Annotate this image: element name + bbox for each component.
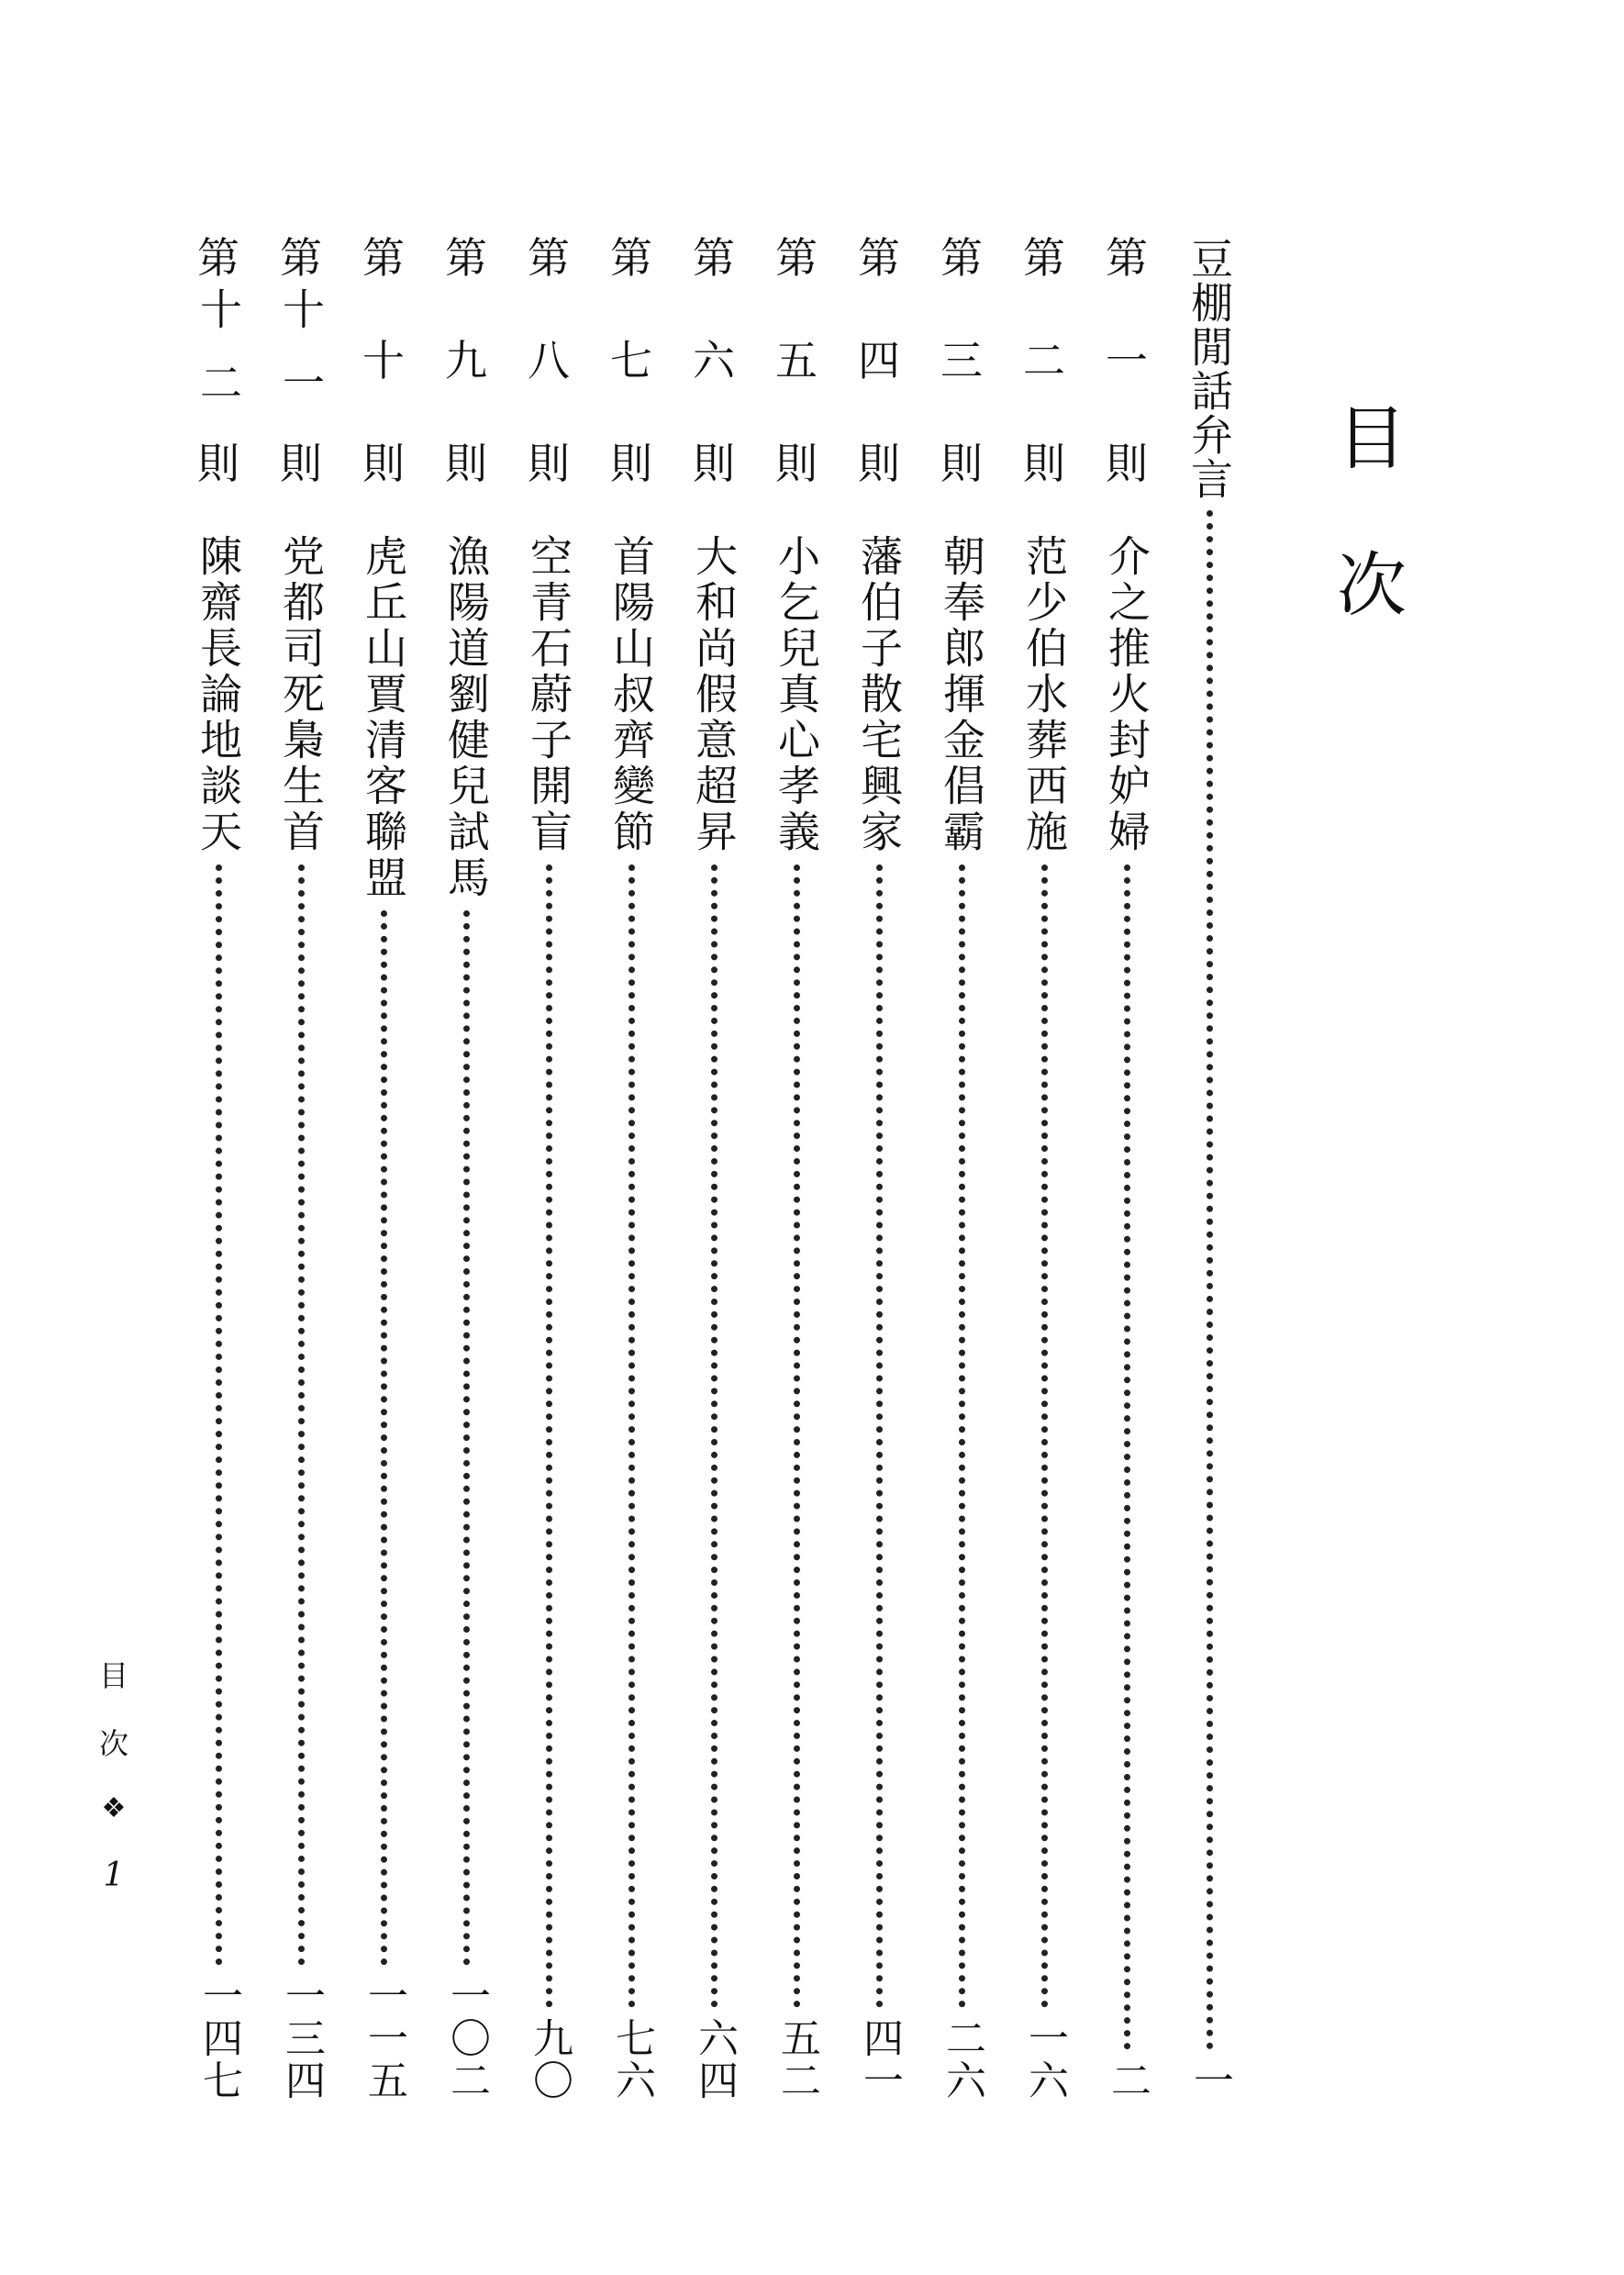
toc-entry-chapter-3[interactable] [932, 233, 991, 2102]
chapter-number-suffix: 則 [280, 439, 322, 488]
chapter-number-value: 九 [445, 336, 487, 385]
toc-entry-chapter-6[interactable] [684, 233, 743, 2102]
dot-leader [463, 910, 470, 1966]
chapter-number-suffix: 則 [940, 439, 983, 488]
dot-leader [711, 864, 717, 2008]
chapter-number-prefix: 第 [445, 233, 487, 283]
chapter-number-prefix: 第 [362, 233, 405, 283]
toc-entry-preface[interactable] [1180, 237, 1239, 2102]
toc-entry-title: 范少伯水葬西施 [1019, 534, 1069, 855]
toc-entry-chapter-12[interactable] [189, 233, 248, 2102]
dot-leader [1124, 864, 1130, 2050]
chapter-number-prefix: 第 [197, 233, 239, 283]
dot-leader [1041, 864, 1048, 2008]
chapter-number-prefix: 第 [775, 233, 818, 283]
ornament-icon: ❖ [101, 1792, 127, 1824]
page-number: 1 [103, 1857, 125, 1894]
dot-leader [1207, 510, 1213, 2050]
dot-leader [216, 864, 222, 1966]
chapter-number-suffix: 則 [1023, 439, 1065, 488]
toc-entry-title: 虎丘山賈清客聯盟 [359, 534, 408, 901]
toc-entry-chapter-11[interactable] [272, 233, 330, 2102]
dot-leader [298, 864, 305, 1966]
chapter-number-suffix: 則 [362, 439, 405, 488]
chapter-number-suffix: 則 [1106, 439, 1148, 488]
toc-entry-chapter-8[interactable] [519, 233, 578, 2102]
dot-leader [381, 910, 387, 1966]
running-footer [88, 1658, 139, 1894]
toc-entry-page: 二六 [939, 2017, 985, 2102]
toc-entry-page: 一四七 [195, 1975, 242, 2102]
chapter-number-prefix: 第 [528, 233, 570, 283]
dot-leader [876, 864, 883, 2008]
toc-entry-title: 首陽山叔齊變節 [606, 534, 656, 855]
chapter-number-prefix: 第 [858, 233, 900, 283]
chapter-number-suffix: 則 [197, 439, 239, 488]
toc-entry-chapter-5[interactable] [767, 233, 826, 2102]
toc-entry-chapter-1[interactable] [1097, 233, 1156, 2102]
chapter-number-prefix: 第 [1023, 233, 1065, 283]
toc-entry-page: 四一 [856, 2017, 903, 2102]
chapter-number [610, 233, 652, 488]
toc-entry-title: 介之推火封妒婦 [1102, 534, 1151, 855]
chapter-number-suffix: 則 [528, 439, 570, 488]
chapter-number [1106, 233, 1148, 488]
toc-entry-title: 空青石蔚子開盲 [524, 534, 573, 855]
toc-entry-page: 五二 [773, 2017, 820, 2102]
toc-entry-page: 一一五 [361, 1975, 407, 2102]
toc-entry-title: 大和尚假意超昇 [689, 534, 739, 855]
chapter-number-value: 十二 [194, 287, 243, 434]
chapter-number-suffix: 則 [693, 439, 735, 488]
page-title-char-1: 目 [1337, 397, 1407, 479]
chapter-number-value: 五 [775, 336, 818, 385]
page-title-char-2: 次 [1337, 544, 1407, 626]
toc-entry-chapter-2[interactable] [1015, 233, 1073, 2102]
chapter-number-suffix: 則 [610, 439, 652, 488]
toc-entry-page: 一 [1186, 2059, 1233, 2102]
toc-entry-title: 陳齋長論地談天 [194, 534, 243, 855]
toc-entry-page: 一六 [1021, 2017, 1068, 2102]
chapter-number-suffix: 則 [858, 439, 900, 488]
chapter-number-value: 三 [940, 336, 983, 385]
chapter-number-value: 七 [610, 336, 652, 385]
toc-entry-page: 九〇 [526, 2017, 573, 2102]
toc-entry-chapter-7[interactable] [602, 233, 661, 2102]
chapter-number [194, 233, 243, 488]
chapter-number-value: 一 [1106, 336, 1148, 385]
chapter-number-prefix: 第 [280, 233, 322, 283]
chapter-number [940, 233, 983, 488]
chapter-number-value: 四 [858, 336, 900, 385]
dot-leader [546, 864, 552, 2008]
toc-entry-title: 小乞兒真心孝義 [772, 534, 821, 855]
toc-entry-chapter-9[interactable] [437, 233, 495, 2102]
chapter-number-value: 十一 [276, 287, 326, 434]
toc-entry-title: 豆棚閒話弁言 [1185, 237, 1234, 501]
chapter-number [276, 233, 326, 488]
chapter-number-prefix: 第 [610, 233, 652, 283]
chapter-number-value: 八 [528, 336, 570, 385]
toc-entry-title: 漁陽道劉健兒試馬 [441, 534, 491, 901]
toc-entry-page: 七六 [608, 2017, 655, 2102]
chapter-number [528, 233, 570, 488]
chapter-number [1023, 233, 1065, 488]
toc-entry-chapter-10[interactable] [354, 233, 413, 2102]
chapter-number [693, 233, 735, 488]
dot-leader [794, 864, 800, 2008]
dot-leader [628, 864, 635, 2008]
toc-entry-title: 朝奉郎揮金倡霸 [937, 534, 986, 855]
toc-entry-title: 党都司死梟生首 [276, 534, 326, 855]
dot-leader [959, 864, 965, 2008]
toc-entry-page: 六四 [691, 2017, 738, 2102]
page-title [1321, 397, 1422, 626]
chapter-number-prefix: 第 [693, 233, 735, 283]
chapter-number [775, 233, 818, 488]
chapter-number-value: 二 [1023, 336, 1065, 385]
toc-entry-page: 二 [1104, 2059, 1151, 2102]
chapter-number-suffix: 則 [775, 439, 818, 488]
toc-entry-chapter-4[interactable] [850, 233, 908, 2102]
chapter-number-value: 十 [362, 336, 405, 385]
toc-entry-page: 一〇二 [443, 1975, 490, 2102]
chapter-number [445, 233, 487, 488]
toc-entry-title: 藩伯子散宅興家 [854, 534, 904, 855]
chapter-number-prefix: 第 [940, 233, 983, 283]
chapter-number [362, 233, 405, 488]
footer-title-char-1: 目 [98, 1658, 128, 1693]
footer-title-char-2: 次 [98, 1726, 128, 1761]
toc-entry-page: 一三四 [278, 1975, 325, 2102]
chapter-number-suffix: 則 [445, 439, 487, 488]
chapter-number-prefix: 第 [1106, 233, 1148, 283]
chapter-number-value: 六 [693, 336, 735, 385]
chapter-number [858, 233, 900, 488]
